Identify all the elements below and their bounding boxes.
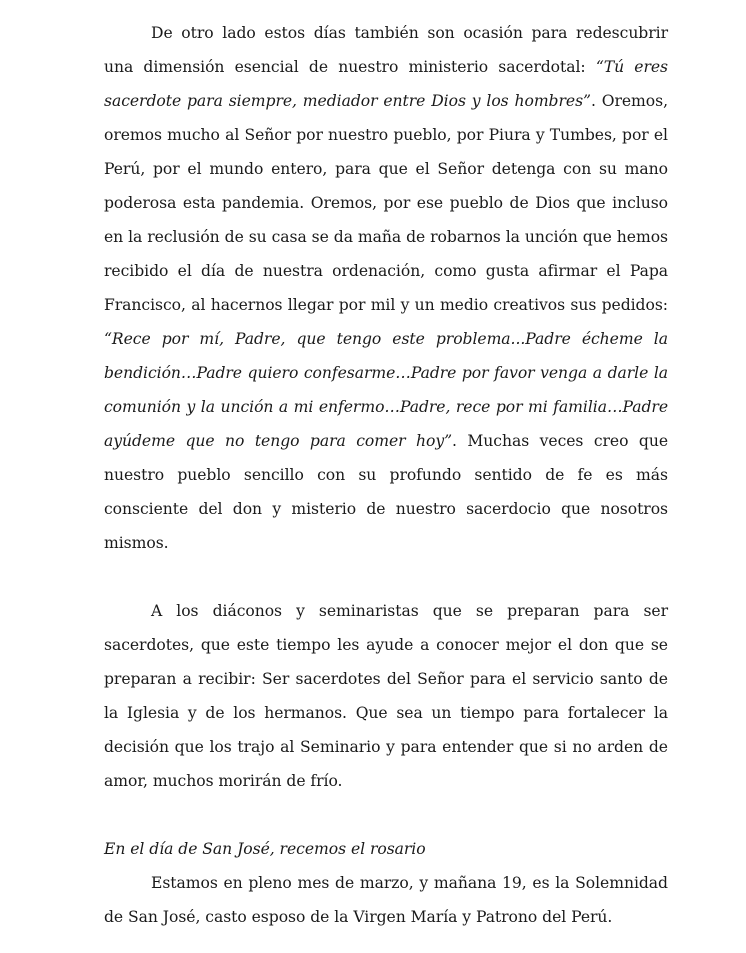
paragraph-text: . Oremos, oremos mucho al Señor por nuestro pueblo, por Piura y Tumbes, por el Perú, por el mundo entero, para que el Señor detenga con su mano poderosa esta pandemia. Oremos, por ese pueblo de Dios que incluso en la reclusión de su casa se da maña de robarnos la unción que hemos recibido el día de nuestra ordenación, como gusta afirmar el Papa Francisco, al hacernos llegar por mil y un medio creativos sus pedidos:: [104, 92, 668, 314]
section-heading: En el día de San José, recemos el rosario: [104, 840, 426, 858]
quote-requests: “Rece por mí, Padre, que tengo este problema...Padre écheme la bendición…Padre quiero confesarme…Padre por favor venga a darle la comunión y la unción a mi enfermo…Padre, rece por mi familia…Padre ayúdeme que no tengo para comer hoy”: [104, 330, 668, 450]
paragraph-text: . Muchas veces creo que nuestro pueblo sencillo con su profundo sentido de fe es más consciente del don y misterio de nuestro sacerdocio que nosotros mismos.: [104, 432, 668, 552]
paragraph-deacons-seminarians: A los diáconos y seminaristas que se preparan para ser sacerdotes, que este tiempo les ayude a conocer mejor el don que se preparan a recibir: Ser sacerdotes del Señor para el servicio santo de la Iglesia y de los hermanos. Que sea un tiempo para fortalecer la decisión que los trajo al Seminario y para entender que si no arden de amor, muchos morirán de frío.: [104, 602, 668, 790]
paragraph-priesthood: [104, 16, 668, 560]
paragraph-spacer: [104, 560, 668, 594]
quote-psalm: “Tú eres sacerdote para siempre, mediador entre Dios y los hombres”: [104, 58, 668, 110]
paragraph-text: De otro lado estos días también son ocasión para redescubrir una dimensión esencial de nuestro ministerio sacerdotal:: [104, 24, 668, 76]
paragraph-spacer: [104, 798, 668, 832]
paragraph-san-jose: Estamos en pleno mes de marzo, y mañana 19, es la Solemnidad de San José, casto esposo de la Virgen María y Patrono del Perú.: [104, 874, 668, 926]
document-page: [104, 16, 668, 934]
